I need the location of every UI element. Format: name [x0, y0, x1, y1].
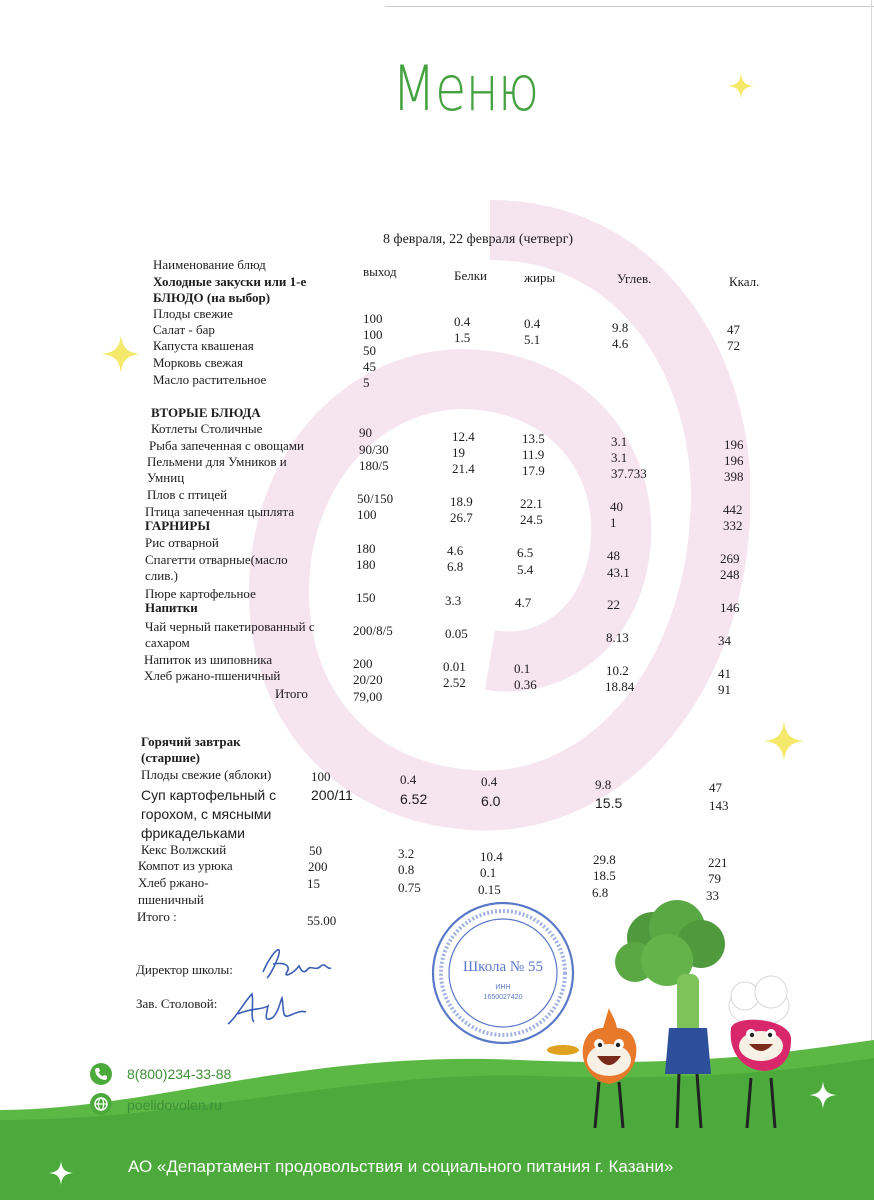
dish-name: Плоды свежие — [153, 306, 233, 321]
dish-out: 50 — [309, 843, 322, 858]
dish-fat: 13.5 — [522, 431, 545, 446]
dish-protein: 0.4 — [454, 314, 471, 329]
col-header-uglev: Углев. — [617, 271, 652, 286]
dish-carbs: 8.13 — [606, 630, 629, 645]
dish-kcal: 196 — [724, 453, 744, 468]
dish-name: Пюре картофельное — [145, 586, 256, 601]
dish-out: 200 — [308, 859, 328, 874]
total-value: 55.00 — [307, 913, 337, 928]
dish-protein: 3.3 — [445, 593, 462, 608]
stamp-inn-label: ИНН — [495, 984, 511, 991]
dish-fat: 22.1 — [520, 496, 543, 511]
stamp-title: Школа № 55 — [463, 959, 543, 975]
dish-protein: 6.52 — [400, 791, 428, 807]
dish-fat: 0.1 — [480, 865, 497, 880]
phone-number[interactable]: 8(800)234-33-88 — [127, 1066, 232, 1082]
section-title: БЛЮДО (на выбор) — [153, 290, 271, 305]
dish-fat: 10.4 — [480, 849, 503, 864]
dish-protein: 0.05 — [445, 626, 468, 641]
dish-out: 50 — [363, 343, 376, 358]
section-title: ГАРНИРЫ — [145, 518, 211, 533]
dish-kcal: 143 — [709, 798, 729, 813]
dish-protein: 26.7 — [450, 510, 473, 525]
dish-out: 5 — [363, 375, 370, 390]
dish-protein: 2.52 — [443, 675, 466, 690]
dish-out: 180 — [356, 557, 376, 572]
star-icon — [808, 1080, 838, 1110]
dish-fat: 0.36 — [514, 677, 537, 692]
dish-name: Морковь свежая — [153, 355, 244, 370]
dish-out: 15 — [307, 876, 320, 891]
canteen-signature — [222, 988, 312, 1033]
footer-organization: АО «Департамент продовольствия и социального питания г. Казани» — [128, 1157, 674, 1176]
dish-name: фрикадельками — [141, 825, 245, 841]
dish-carbs: 37.733 — [611, 466, 647, 481]
dish-fat: 5.4 — [517, 562, 534, 577]
dish-fat: 0.4 — [481, 774, 498, 789]
dish-protein: 21.4 — [452, 461, 475, 476]
dish-fat: 0.1 — [514, 661, 531, 676]
dish-carbs: 18.5 — [593, 868, 616, 883]
dish-fat: 5.1 — [524, 332, 541, 347]
dish-name: Салат - бар — [153, 322, 215, 337]
dish-kcal: 34 — [718, 633, 731, 648]
dish-out: 100 — [357, 507, 377, 522]
dish-name: Масло растительное — [153, 372, 267, 387]
section-title: (старшие) — [141, 750, 200, 765]
phone-icon — [90, 1063, 112, 1085]
director-label: Директор школы: — [136, 962, 233, 977]
dish-name: Плов с птицей — [147, 487, 228, 502]
dish-protein: 4.6 — [447, 543, 464, 558]
dish-out: 45 — [363, 359, 376, 374]
menu-date: 8 февраля, 22 февраля (четверг) — [383, 232, 573, 247]
website-link[interactable]: poelidovolen.ru — [127, 1097, 222, 1113]
dish-name: горохом, с мясными — [141, 806, 272, 822]
dish-kcal: 72 — [727, 338, 740, 353]
section-title: Напитки — [145, 600, 198, 615]
canteen-label: Зав. Столовой: — [136, 996, 218, 1011]
dish-kcal: 221 — [708, 855, 728, 870]
dish-kcal: 248 — [720, 567, 740, 582]
dish-carbs: 1 — [610, 515, 617, 530]
dish-kcal: 33 — [706, 888, 719, 903]
dish-protein: 12.4 — [452, 429, 475, 444]
dish-name: Хлеб ржано-пшеничный — [144, 668, 281, 683]
dish-out: 100 — [311, 769, 331, 784]
dish-out: 180 — [356, 541, 376, 556]
dish-name: пшеничный — [138, 892, 204, 907]
col-header-kkal: Ккал. — [729, 274, 760, 289]
total-value: 79,00 — [353, 689, 383, 704]
dish-kcal: 196 — [724, 437, 744, 452]
dish-fat: 6.0 — [481, 793, 501, 809]
dish-name: Кекс Волжский — [141, 842, 227, 857]
dish-out: 90 — [359, 425, 372, 440]
total-label: Итого — [275, 686, 308, 701]
dish-name: Суп картофельный с — [141, 787, 277, 803]
dish-name: слив.) — [145, 568, 178, 583]
dish-name: Хлеб ржано- — [138, 875, 209, 890]
dish-fat: 0.4 — [524, 316, 541, 331]
dish-carbs: 9.8 — [595, 777, 612, 792]
dish-carbs: 9.8 — [612, 320, 629, 335]
dish-fat: 11.9 — [522, 447, 545, 462]
dish-protein: 0.01 — [443, 659, 466, 674]
dish-fat: 24.5 — [520, 512, 543, 527]
dish-fat: 17.9 — [522, 463, 545, 478]
dish-name: Пельмени для Умников и — [147, 454, 287, 469]
dish-carbs: 43.1 — [607, 565, 630, 580]
dish-carbs: 4.6 — [612, 336, 629, 351]
dish-name: Рис отварной — [145, 535, 219, 550]
star-icon — [100, 333, 142, 375]
dish-carbs: 6.8 — [592, 885, 609, 900]
dish-name: Котлеты Столичные — [151, 421, 263, 436]
dish-kcal: 146 — [720, 600, 740, 615]
dish-carbs: 15.5 — [595, 795, 623, 811]
dish-name: Птица запеченная цыплята — [145, 504, 295, 519]
section-title: Горячий завтрак — [141, 734, 241, 749]
dish-name: Компот из урюка — [138, 858, 233, 873]
dish-protein: 3.2 — [398, 846, 415, 861]
stamp-inn: 1650027420 — [483, 994, 523, 1001]
dish-protein: 6.8 — [447, 559, 464, 574]
dish-kcal: 332 — [723, 518, 743, 533]
dish-fat: 0.15 — [478, 882, 501, 897]
director-signature — [255, 940, 335, 985]
dish-name: Рыба запеченная с овощами — [149, 438, 304, 453]
dish-out: 200/8/5 — [353, 623, 393, 638]
section-title: Холодные закуски или 1-е — [153, 274, 307, 289]
dish-name: сахаром — [145, 635, 190, 650]
dish-kcal: 269 — [720, 551, 740, 566]
dish-carbs: 18.84 — [605, 679, 635, 694]
dish-protein: 0.75 — [398, 880, 421, 895]
dish-kcal: 47 — [709, 780, 722, 795]
dish-name: Умниц — [147, 470, 185, 485]
globe-icon — [90, 1093, 112, 1115]
col-header-belki: Белки — [454, 268, 487, 283]
dish-out: 20/20 — [353, 672, 383, 687]
dish-protein: 19 — [452, 445, 465, 460]
col-header-zhiry: жиры — [524, 270, 556, 285]
vegetable-characters-illustration — [545, 878, 815, 1138]
dish-carbs: 3.1 — [611, 450, 628, 465]
dish-protein: 18.9 — [450, 494, 473, 509]
dish-carbs: 22 — [607, 597, 620, 612]
dish-out: 100 — [363, 327, 383, 342]
dish-carbs: 29.8 — [593, 852, 616, 867]
dish-out: 200 — [353, 656, 373, 671]
dish-name: Напиток из шиповника — [144, 652, 273, 667]
dish-kcal: 442 — [723, 502, 743, 517]
dish-out: 90/30 — [359, 442, 389, 457]
dish-kcal: 41 — [718, 666, 731, 681]
dish-protein: 1.5 — [454, 330, 471, 345]
dish-carbs: 40 — [610, 499, 623, 514]
dish-protein: 0.4 — [400, 772, 417, 787]
dish-fat: 4.7 — [515, 595, 532, 610]
col-header-name: Наименование блюд — [153, 257, 266, 272]
page-edge — [871, 0, 872, 1200]
dish-name: Чай черный пакетированный с — [145, 619, 315, 634]
col-header-vyhod: выход — [363, 264, 397, 279]
dish-out: 50/150 — [357, 491, 394, 506]
star-icon — [48, 1160, 74, 1186]
dish-carbs: 10.2 — [606, 663, 629, 678]
dish-name: Плоды свежие (яблоки) — [141, 767, 272, 782]
dish-name: Спагетти отварные(масло — [145, 552, 288, 567]
background-swirl — [230, 190, 750, 870]
dish-protein: 0.8 — [398, 862, 415, 877]
dish-out: 150 — [356, 590, 376, 605]
dish-out: 200/11 — [311, 787, 353, 803]
dish-name: Капуста квашеная — [153, 338, 254, 353]
top-rule — [385, 6, 874, 7]
dish-kcal: 79 — [708, 871, 721, 886]
dish-out: 100 — [363, 311, 383, 326]
dish-kcal: 47 — [727, 322, 740, 337]
dish-fat: 6.5 — [517, 545, 534, 560]
dish-kcal: 91 — [718, 682, 731, 697]
section-title: ВТОРЫЕ БЛЮДА — [151, 405, 261, 420]
dish-carbs: 48 — [607, 548, 620, 563]
dish-carbs: 3.1 — [611, 434, 628, 449]
star-icon — [762, 719, 806, 763]
star-icon — [727, 72, 755, 100]
dish-out: 180/5 — [359, 458, 389, 473]
total-label: Итого : — [137, 909, 177, 924]
page-title: Меню — [392, 52, 539, 125]
dish-kcal: 398 — [724, 469, 744, 484]
